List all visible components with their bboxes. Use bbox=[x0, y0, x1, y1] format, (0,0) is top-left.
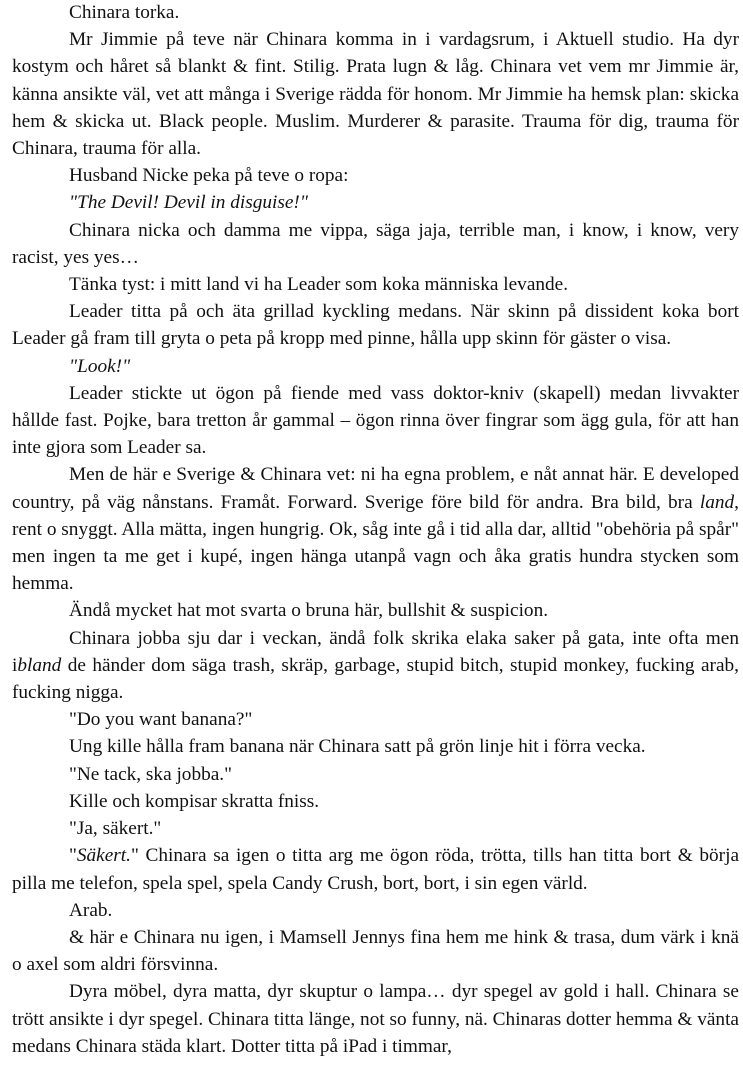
italic-text: "The Devil! Devil in disguise!" bbox=[69, 192, 308, 214]
text-run: Chinara jobba sju dar i veckan, ändå folk skrika elaka saker på gata, inte ofta men i bbox=[12, 627, 739, 676]
paragraph bbox=[12, 978, 739, 1060]
text-run: " Chinara sa igen o titta arg me ögon röda, trötta, tills han titta bort & börja pilla me telefon, spela spel, spela Candy Crush, bort, bort, i sin egen värld. bbox=[12, 845, 739, 894]
italic-text: "Look!" bbox=[69, 355, 131, 377]
paragraph bbox=[12, 298, 739, 352]
paragraph bbox=[12, 162, 739, 189]
text-run: "Do you want banana?" bbox=[69, 709, 253, 731]
paragraph bbox=[12, 788, 739, 815]
paragraph bbox=[12, 271, 739, 298]
paragraph bbox=[12, 842, 739, 896]
text-run: Ung kille hålla fram banana när Chinara satt på grön linje hit i förra vecka. bbox=[69, 736, 646, 758]
text-run: Husband Nicke peka på teve o ropa: bbox=[69, 165, 349, 187]
text-run: Mr Jimmie på teve när Chinara komma in i vardagsrum, i Aktuell studio. Ha dyr kostym och håret så blankt & fint. Stilig. Prata lugn & låg. Chinara vet vem mr Jimmie är, känna ansikte väl, vet att många i Sverige rädda för honom. Mr Jimmie ha hemsk plan: skicka hem & skicka ut. Black people. Muslim. Murderer & parasite. Trauma för dig, trauma för Chinara, trauma för alla. bbox=[12, 29, 739, 160]
paragraph bbox=[12, 897, 739, 924]
text-run: Arab. bbox=[69, 899, 113, 921]
text-run: Leader titta på och äta grillad kyckling medans. När skinn på dissident koka bort Leader gå fram till gryta o peta på kropp med pinne, hålla upp skinn för gäster o visa. bbox=[12, 301, 739, 350]
text-run: Chinara nicka och damma me vippa, säga jaja, terrible man, i know, i know, very racist, yes yes… bbox=[12, 219, 739, 268]
text-run: Kille och kompisar skratta fniss. bbox=[69, 790, 320, 812]
text-run: "Ja, säkert." bbox=[69, 818, 162, 840]
text-run: Leader stickte ut ögon på fiende med vass doktor-kniv (skapell) medan livvakter hållde fast. Pojke, bara tretton år gammal – ögon rinna över fingrar som ägg gula, för att han inte gjora som Leader sa. bbox=[12, 382, 739, 459]
italic-text: Säkert. bbox=[76, 845, 131, 867]
text-run: "Ne tack, ska jobba." bbox=[69, 763, 232, 785]
paragraph bbox=[12, 26, 739, 162]
paragraph bbox=[12, 189, 739, 216]
paragraph bbox=[12, 924, 739, 978]
text-run: " bbox=[69, 845, 77, 867]
paragraph bbox=[12, 733, 739, 760]
text-run: Chinara torka. bbox=[69, 2, 180, 23]
paragraph bbox=[12, 706, 739, 733]
paragraph bbox=[12, 461, 739, 597]
text-run: Tänka tyst: i mitt land vi ha Leader som koka människa levande. bbox=[69, 274, 569, 296]
paragraph bbox=[12, 597, 739, 624]
paragraph bbox=[12, 380, 739, 462]
text-run: Dyra möbel, dyra matta, dyr skuptur o lampa… dyr spegel av gold i hall. Chinara se trött ansikte i dyr spegel. Chinara titta länge, not so funny, nä. Chinaras dotter hemma & vänta medans Chinara städa klart. Dotter titta på iPad i timmar, bbox=[12, 981, 739, 1057]
text-run: Men de här e Sverige & Chinara vet: ni ha egna problem, e nåt annat här. E developed country, på väg nånstans. Framåt. Forward. Sverige före bild för andra. Bra bild, bra bbox=[12, 464, 739, 513]
paragraph bbox=[12, 0, 739, 26]
paragraph bbox=[12, 625, 739, 707]
paragraph bbox=[12, 353, 739, 380]
italic-text: land bbox=[699, 491, 735, 513]
text-run: , rent o snyggt. Alla mätta, ingen hungrig. Ok, såg inte gå i tid alla dar, alltid "obehöria på spår" men ingen ta me get i kupé, ingen hänga utanpå vagn och åka gratis hundra stycken som hemma. bbox=[12, 491, 739, 595]
paragraph bbox=[12, 761, 739, 788]
text-run: de händer dom säga trash, skräp, garbage, stupid bitch, stupid monkey, fucking arab, fucking nigga. bbox=[12, 654, 739, 704]
italic-text: bland bbox=[17, 654, 62, 676]
paragraph bbox=[12, 815, 739, 842]
text-run: Ändå mycket hat mot svarta o bruna här, bullshit & suspicion. bbox=[69, 600, 549, 622]
text-run: & här e Chinara nu igen, i Mamsell Jennys fina hem me hink & trasa, dum värk i knä o axel som aldri försvinna. bbox=[12, 926, 739, 976]
paragraph bbox=[12, 217, 739, 271]
